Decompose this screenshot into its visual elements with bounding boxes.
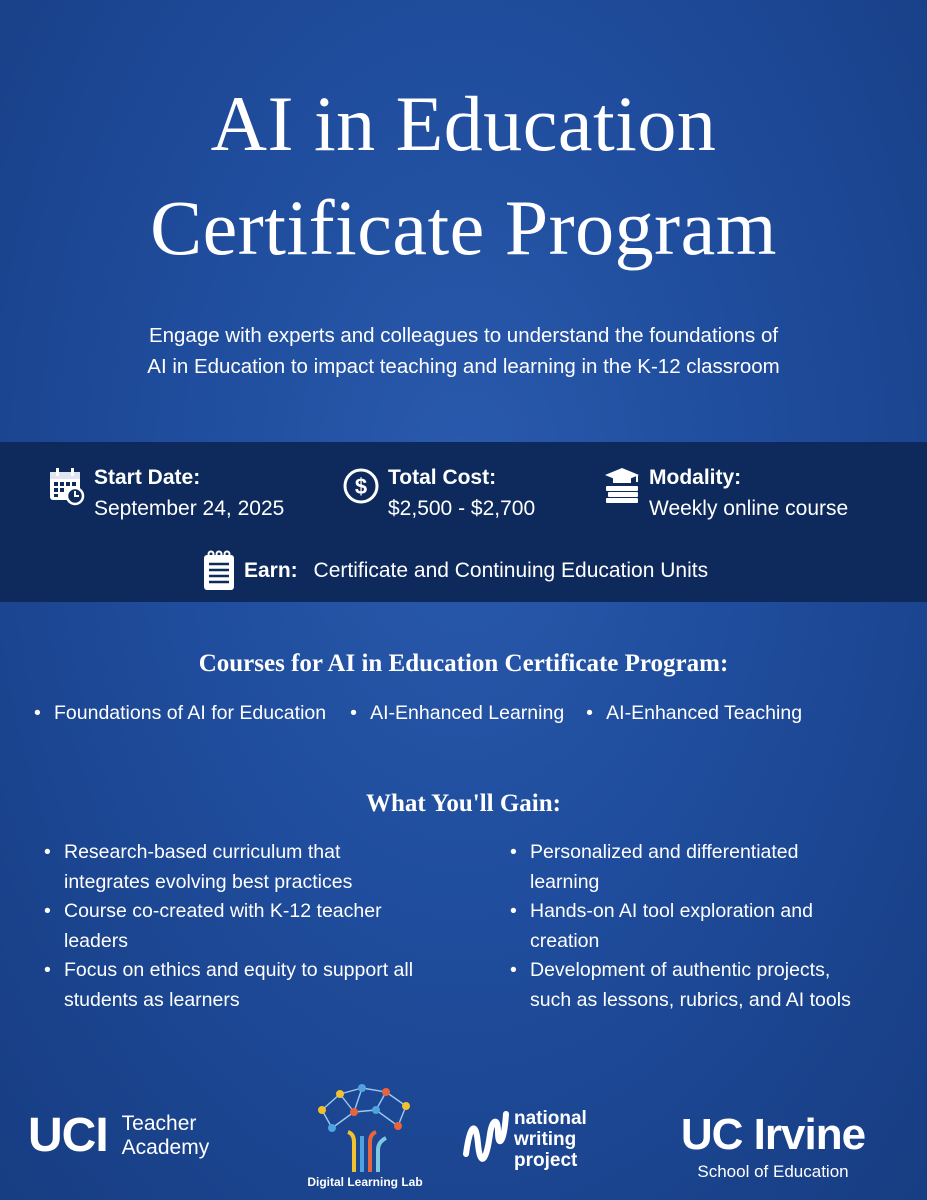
gain-item-line: • Focus on ethics and equity to support all: [64, 959, 414, 981]
gain-item-line: • Development of authentic projects,: [530, 959, 831, 981]
gain-item: [42, 956, 413, 1015]
gain-item-line: such as lessons, rubrics, and AI tools: [530, 988, 851, 1011]
total-cost-label: Total Cost:: [388, 466, 497, 489]
calendar-icon: [48, 466, 86, 506]
gain-item-line: • Hands-on AI tool exploration and: [530, 900, 813, 922]
national-writing-project-logo: [460, 1104, 587, 1174]
gain-item: [508, 838, 851, 897]
subtitle-line-1: Engage with experts and colleagues to understand the foundations of: [148, 324, 779, 347]
gain-item-line: learning: [530, 870, 600, 893]
gain-item: [508, 956, 851, 1015]
uci-mark: UCI: [28, 1109, 108, 1162]
course-item: • Foundations of AI for Education: [34, 702, 326, 725]
gain-item-line: creation: [530, 929, 600, 952]
digital-learning-lab-logo: [300, 1080, 430, 1189]
svg-text:$: $: [354, 474, 368, 499]
gain-item: [42, 838, 413, 897]
nwp-line-2: writing: [514, 1128, 577, 1150]
dll-name: Digital Learning Lab: [307, 1175, 423, 1189]
network-tree-icon: [310, 1080, 420, 1172]
subtitle: [60, 320, 867, 382]
modality-info: [603, 462, 848, 524]
modality-value: Weekly online course: [649, 497, 849, 520]
title-line-1: AI in Education: [210, 80, 717, 167]
gain-heading: What You'll Gain:: [366, 790, 561, 817]
modality-label: Modality:: [649, 466, 742, 489]
gain-item-line: • Personalized and differentiated: [530, 841, 799, 863]
title-line-2: Certificate Program: [150, 184, 777, 271]
nwp-line-3: project: [514, 1149, 578, 1171]
notepad-icon: [202, 550, 236, 592]
courses-list: [34, 702, 802, 725]
details-band: [0, 442, 927, 602]
gain-item: [508, 897, 851, 956]
graduation-books-icon: [603, 466, 641, 506]
uci-teacher-academy-logo: [28, 1109, 210, 1162]
nwp-squiggle-icon: [460, 1104, 512, 1174]
earn-value: Certificate and Continuing Education Units: [313, 559, 709, 582]
school-of-education-text: School of Education: [697, 1162, 849, 1181]
dollar-icon: [342, 466, 380, 506]
gain-item-line: leaders: [64, 929, 128, 952]
gain-item-line: students as learners: [64, 988, 240, 1011]
subtitle-line-2: AI in Education to impact teaching and learning in the K-12 classroom: [147, 355, 780, 378]
gain-item-line: • Research-based curriculum that: [64, 841, 341, 863]
gain-item-line: integrates evolving best practices: [64, 870, 353, 893]
gain-item: [42, 897, 413, 956]
nwp-line-1: national: [514, 1107, 587, 1129]
earn-label: Earn:: [244, 559, 298, 582]
gain-list-right: [508, 838, 851, 1015]
total-cost-info: [342, 462, 535, 524]
total-cost-value: $2,500 - $2,700: [388, 497, 536, 520]
start-date-value: September 24, 2025: [94, 497, 285, 520]
uc-irvine-school-of-education-logo: [660, 1112, 886, 1182]
gain-item-line: • Course co-created with K-12 teacher: [64, 900, 382, 922]
start-date-label: Start Date:: [94, 466, 201, 489]
earn-info: [202, 550, 708, 592]
course-item: • AI-Enhanced Learning: [350, 702, 564, 725]
uc-irvine-mark: UC Irvine: [680, 1110, 866, 1159]
teacher-academy-line-2: Academy: [121, 1136, 210, 1159]
gain-list-left: [42, 838, 413, 1015]
course-item: • AI-Enhanced Teaching: [586, 702, 802, 725]
teacher-academy-line-1: Teacher: [121, 1112, 197, 1135]
courses-heading: Courses for AI in Education Certificate Program:: [198, 650, 729, 677]
page-title: [0, 72, 927, 280]
start-date-info: [48, 462, 284, 524]
